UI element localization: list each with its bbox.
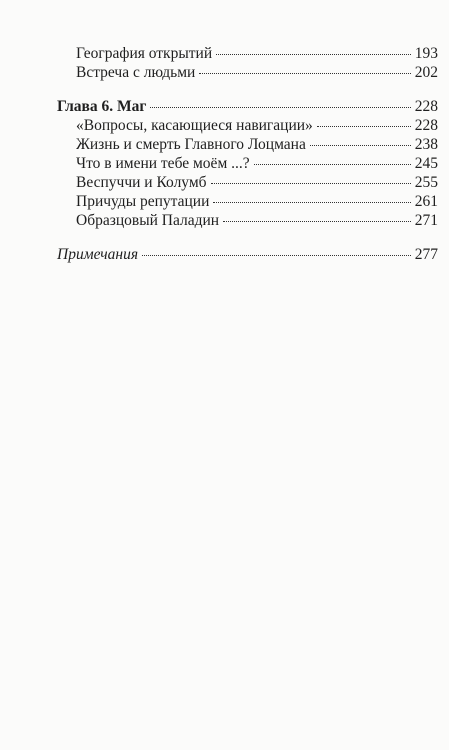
dot-leader: [317, 126, 411, 127]
dot-leader: [310, 145, 411, 146]
toc-entry: [57, 135, 438, 154]
dot-leader: [150, 107, 410, 108]
toc-entry: [57, 44, 438, 63]
dot-leader: [223, 221, 411, 222]
toc-entry-title: География открытий: [76, 45, 213, 62]
dot-leader: [254, 164, 411, 165]
toc-entry-title: «Вопросы, касающиеся навигации»: [76, 117, 313, 134]
dot-leader: [211, 183, 411, 184]
chapter-page: 228: [414, 98, 438, 115]
toc-chapter-heading: [57, 97, 438, 116]
toc-entry: [57, 173, 438, 192]
chapter-title: Глава 6. Маг: [57, 98, 147, 115]
toc-entry-page: 238: [414, 136, 438, 153]
toc-entry-title: Что в имени тебе моём ...?: [76, 155, 250, 172]
notes-page: 277: [414, 246, 438, 263]
dot-leader: [213, 202, 410, 203]
dot-leader: [142, 255, 411, 256]
toc-entry-page: 202: [414, 64, 438, 81]
toc-entry-title: Жизнь и смерть Главного Лоцмана: [76, 136, 306, 153]
toc-entry-title: Причуды репутации: [76, 193, 210, 210]
toc-entry-title: Образцовый Паладин: [76, 212, 220, 229]
toc-entry-page: 193: [414, 45, 438, 62]
toc-entry: [57, 211, 438, 230]
toc-entry: [57, 63, 438, 82]
toc-entry: [57, 116, 438, 135]
dot-leader: [216, 54, 411, 55]
toc-entry: [57, 154, 438, 173]
toc-entry-page: 228: [414, 117, 438, 134]
notes-title: Примечания: [57, 246, 139, 263]
table-of-contents: [57, 44, 438, 264]
toc-notes-entry: [57, 245, 438, 264]
toc-entry-page: 255: [414, 174, 438, 191]
toc-entry-page: 261: [414, 193, 438, 210]
toc-entry-page: 271: [414, 212, 438, 229]
toc-entry-page: 245: [414, 155, 438, 172]
toc-entry-title: Встреча с людьми: [76, 64, 196, 81]
dot-leader: [199, 73, 410, 74]
toc-entry-title: Веспуччи и Колумб: [76, 174, 207, 191]
toc-entry: [57, 192, 438, 211]
